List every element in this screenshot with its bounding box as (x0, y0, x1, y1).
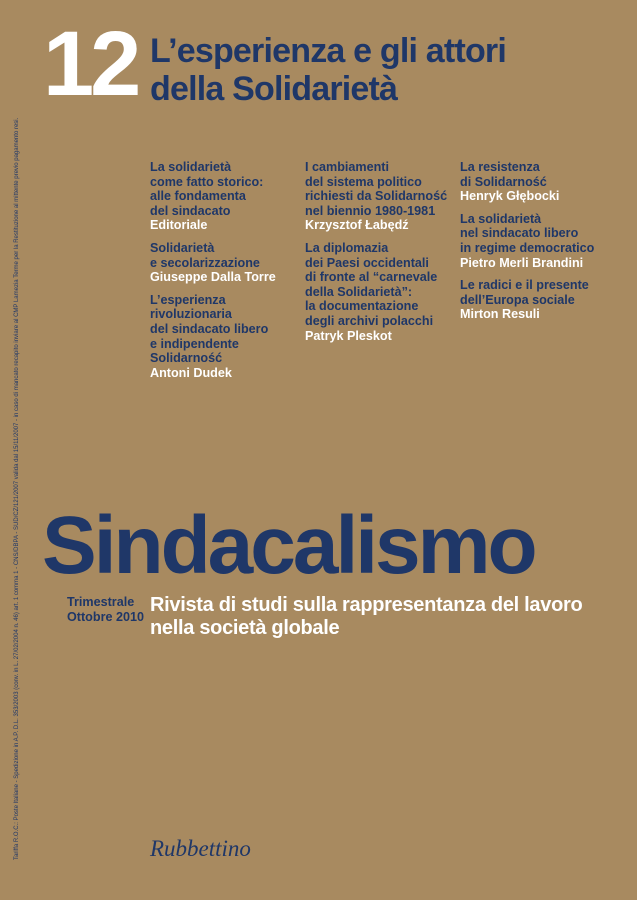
masthead-title: Sindacalismo (42, 500, 535, 591)
article (305, 160, 475, 233)
article-title-line: del sistema politico (305, 174, 422, 189)
article-author: Giuseppe Dalla Torre (150, 270, 276, 285)
periodicity-line: Ottobre 2010 (67, 609, 144, 624)
article-title-line: I cambiamenti (305, 160, 389, 174)
article-title-line: di fronte al “carnevale (305, 270, 438, 285)
article-author: Patryk Pleskot (305, 328, 392, 343)
article-title-line: nel sindacato libero (460, 226, 579, 241)
article-title-line: rivoluzionaria (150, 307, 232, 322)
article-title-line: La solidarietà (460, 211, 542, 226)
article (150, 293, 320, 381)
article-title-line: richiesti da Solidarność (305, 189, 448, 204)
article (150, 241, 320, 285)
article-title (305, 160, 475, 218)
contents-column-2 (305, 160, 475, 351)
article-title-line: dell’Europa sociale (460, 292, 575, 307)
article-title-line: della Solidarietà”: (305, 284, 413, 299)
article-title-line: La solidarietà (150, 160, 232, 174)
periodicity-info (67, 595, 144, 624)
article-title-line: di Solidarność (460, 174, 547, 189)
article-title (460, 212, 630, 256)
issue-title-line: L’esperienza e gli attori (150, 32, 507, 70)
postal-notice: Tariffa R.O.C.: Poste Italiane - Spedizione in A.P. D.L. 353/2003 (conv. in L. 27/02/2004 n. 46) art. 1 comma 1 - CNS/DBPA - SUD/CZ/121/2007 valida dal 15/11/2007 - in caso di mancato recapito inviare al CMP Lamezia Terme per la Restituzione al mittente previo pagamento resi. (14, 117, 20, 860)
article-title-line: del sindacato (150, 203, 231, 218)
article-title-line: come fatto storico: (150, 174, 264, 189)
article (150, 160, 320, 233)
article-title-line: Solidarietà (150, 240, 215, 255)
article-author: Krzysztof Łabędź (305, 218, 409, 233)
article-title-line: del sindacato libero (150, 321, 269, 336)
article-title-line: La resistenza (460, 160, 540, 174)
article-title (460, 160, 630, 189)
article-title (150, 241, 320, 270)
article (460, 212, 630, 270)
article-title (305, 241, 475, 329)
article-author: Henryk Głębocki (460, 189, 560, 204)
article (460, 160, 630, 204)
contents-column-3 (460, 160, 630, 330)
article-title (150, 160, 320, 218)
subtitle-line: nella società globale (150, 617, 340, 639)
subtitle-line: Rivista di studi sulla rappresentanza del lavoro (150, 594, 583, 616)
article-title-line: la documentazione (305, 299, 419, 314)
article-title-line: Le radici e il presente (460, 278, 589, 293)
contents-column-1 (150, 160, 320, 388)
article-title-line: nel biennio 1980-1981 (305, 203, 436, 218)
article-author: Antoni Dudek (150, 365, 232, 380)
article-author: Editoriale (150, 218, 208, 233)
publisher-name: Rubbettino (150, 836, 251, 861)
article-title-line: L’esperienza (150, 292, 226, 307)
article (460, 278, 630, 322)
article (305, 241, 475, 343)
article-title-line: dei Paesi occidentali (305, 255, 429, 270)
article-author: Pietro Merli Brandini (460, 255, 584, 270)
article-title-line: La diplomazia (305, 240, 389, 255)
article-title (150, 293, 320, 366)
issue-title (150, 32, 506, 108)
article-title-line: Solidarność (150, 351, 223, 366)
periodicity-line: Trimestrale (67, 595, 135, 609)
article-title-line: in regime democratico (460, 240, 595, 255)
article-title (460, 278, 630, 307)
masthead-subtitle (150, 594, 582, 640)
issue-number: 12 (43, 13, 138, 115)
issue-title-line: della Solidarietà (150, 70, 398, 108)
article-title-line: e indipendente (150, 336, 239, 351)
article-author: Mirton Resuli (460, 307, 540, 322)
article-title-line: alle fondamenta (150, 189, 246, 204)
article-title-line: degli archivi polacchi (305, 313, 434, 328)
article-title-line: e secolarizzazione (150, 255, 260, 270)
